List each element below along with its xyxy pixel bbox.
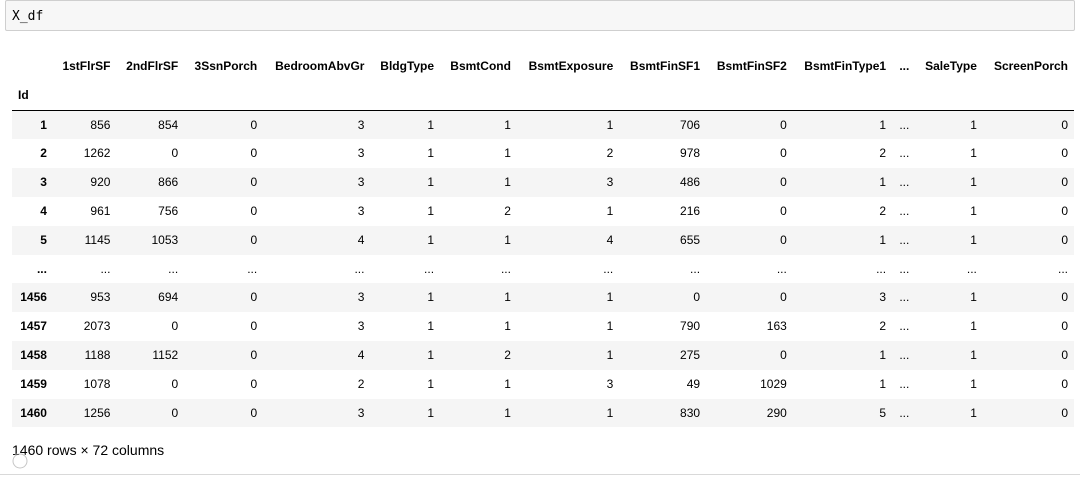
table-cell: 1029	[760, 376, 787, 391]
table-cell: 1	[970, 146, 977, 161]
table-cell: 3	[357, 175, 365, 190]
table-cell: 1	[427, 405, 435, 420]
table-cell: 0	[250, 405, 258, 420]
table-cell: 0	[171, 405, 179, 420]
table-cell: 1	[970, 405, 977, 420]
table-cell: 2	[504, 203, 511, 218]
table-cell: 0	[250, 232, 258, 247]
table-cell: 961	[90, 203, 111, 218]
table-cell: 1	[427, 319, 435, 334]
column-header: SaleType	[925, 59, 977, 73]
table-cell: 1	[606, 117, 614, 132]
table-cell: 1	[504, 117, 511, 132]
index-header-blank	[370, 81, 440, 110]
table-cell: 0	[250, 376, 258, 391]
table-cell: 1	[504, 405, 511, 420]
table-cell: 2	[606, 146, 614, 161]
row-index: 1456	[20, 290, 47, 305]
index-header-blank	[116, 81, 184, 110]
table-cell: 1	[606, 319, 614, 334]
table-cell: ...	[899, 146, 910, 161]
index-header-blank	[915, 81, 983, 110]
table-cell: 2	[357, 376, 365, 391]
table-cell: ...	[899, 261, 910, 276]
table-cell: 1	[504, 290, 511, 305]
table-cell: 3	[879, 290, 887, 305]
index-header-blank	[793, 81, 892, 110]
index-header-blank	[892, 81, 915, 110]
table-cell: 694	[158, 290, 179, 305]
table-cell: 0	[693, 290, 701, 305]
table-cell: 0	[250, 175, 258, 190]
index-header-blank	[517, 81, 619, 110]
table-cell: 1	[427, 117, 435, 132]
column-header: BedroomAbvGr	[275, 59, 365, 73]
index-header-blank	[619, 81, 706, 110]
row-index: 1457	[20, 319, 47, 334]
table-cell: 0	[250, 347, 258, 362]
table-cell: ...	[500, 261, 511, 276]
table-cell: 4	[606, 232, 614, 247]
table-cell: 1	[879, 175, 887, 190]
table-cell: 1	[879, 347, 887, 362]
index-header-blank	[440, 81, 517, 110]
table-cell: 830	[680, 405, 701, 420]
table-cell: 1	[970, 319, 977, 334]
column-header: 3SsnPorch	[194, 59, 258, 73]
column-header: BsmtCond	[450, 59, 511, 73]
index-header-blank	[263, 81, 370, 110]
table-cell: 0	[1061, 232, 1068, 247]
table-cell: 3	[357, 203, 365, 218]
column-header: BsmtFinType1	[804, 59, 887, 73]
row-index: 1458	[20, 347, 47, 362]
table-cell: ...	[690, 261, 701, 276]
table-cell: 4	[357, 232, 365, 247]
table-cell: 0	[171, 319, 179, 334]
column-header: ...	[899, 59, 910, 73]
table-cell: 1	[427, 232, 435, 247]
table-cell: 1	[970, 117, 977, 132]
table-cell: 953	[90, 290, 111, 305]
table-cell: ...	[247, 261, 258, 276]
table-cell: 3	[357, 117, 365, 132]
index-header-blank	[706, 81, 793, 110]
row-index: 5	[40, 232, 47, 247]
table-cell: 0	[1061, 117, 1068, 132]
table-cell: ...	[168, 261, 179, 276]
table-row	[12, 399, 1074, 428]
table-row	[12, 139, 1074, 168]
row-index: 4	[40, 203, 47, 218]
table-cell: 275	[680, 347, 701, 362]
table-cell: ...	[899, 290, 910, 305]
row-index: 1459	[20, 376, 47, 391]
table-cell: ...	[776, 261, 787, 276]
table-cell: ...	[354, 261, 365, 276]
table-cell: 0	[1061, 146, 1068, 161]
column-header: BsmtFinSF1	[630, 59, 701, 73]
table-cell: ...	[899, 203, 910, 218]
code-text: X_df	[12, 9, 44, 24]
row-index: 1460	[20, 405, 47, 420]
table-row	[12, 283, 1074, 312]
table-cell: 0	[780, 146, 787, 161]
column-header: BsmtFinSF2	[716, 59, 787, 73]
table-cell: 0	[1061, 376, 1068, 391]
table-cell: 0	[250, 146, 258, 161]
column-header: ScreenPorch	[993, 59, 1068, 73]
dataframe-table	[12, 52, 1074, 427]
table-cell: 1	[504, 232, 511, 247]
table-cell: 866	[158, 175, 179, 190]
table-cell: ...	[899, 319, 910, 334]
table-cell: 1	[606, 290, 614, 305]
table-row	[12, 197, 1074, 226]
table-cell: 0	[780, 347, 787, 362]
table-cell: 1	[504, 175, 511, 190]
table-cell: 0	[780, 290, 787, 305]
row-index: 1	[40, 117, 47, 132]
table-cell: 1152	[152, 347, 179, 362]
shape-summary: 1460 rows × 72 columns	[12, 442, 165, 458]
table-row	[12, 370, 1074, 399]
table-cell: 1	[606, 405, 614, 420]
column-header: 1stFlrSF	[62, 59, 111, 73]
table-cell: ...	[899, 405, 910, 420]
table-cell: 3	[606, 376, 614, 391]
table-cell: 0	[780, 232, 787, 247]
table-cell: 0	[1061, 175, 1068, 190]
table-cell: 1256	[83, 405, 111, 420]
table-cell: 1	[427, 146, 435, 161]
row-index: ...	[36, 261, 47, 276]
corner-cell	[12, 52, 53, 81]
table-cell: 1	[504, 376, 511, 391]
table-cell: 2073	[83, 319, 111, 334]
table-cell: 920	[90, 175, 111, 190]
dataframe-output	[12, 52, 1074, 427]
cell-divider	[0, 474, 1080, 475]
table-row	[12, 168, 1074, 197]
table-row	[12, 341, 1074, 370]
table-cell: 1	[970, 376, 977, 391]
table-cell: ...	[1057, 261, 1068, 276]
table-row	[12, 255, 1074, 284]
table-cell: 3	[357, 290, 365, 305]
table-cell: 1	[606, 203, 614, 218]
table-cell: 1	[879, 117, 887, 132]
table-cell: 2	[879, 319, 887, 334]
table-cell: 655	[680, 232, 701, 247]
table-cell: 0	[171, 146, 179, 161]
table-cell: 0	[250, 117, 258, 132]
table-cell: 486	[680, 175, 701, 190]
table-cell: 1	[970, 175, 977, 190]
table-cell: 1	[427, 347, 435, 362]
table-cell: 163	[766, 319, 787, 334]
table-cell: ...	[899, 376, 910, 391]
table-cell: 0	[1061, 347, 1068, 362]
table-cell: 1	[427, 376, 435, 391]
table-row	[12, 226, 1074, 255]
table-cell: 4	[357, 347, 365, 362]
table-cell: 706	[680, 117, 701, 132]
table-body	[12, 110, 1074, 427]
table-cell: 1	[970, 232, 977, 247]
table-cell: 2	[879, 146, 887, 161]
table-cell: 856	[90, 117, 111, 132]
index-name: Id	[18, 87, 29, 102]
column-header-row	[12, 52, 1074, 81]
table-cell: 1	[504, 319, 511, 334]
table-cell: 216	[680, 203, 701, 218]
column-header: BldgType	[380, 59, 435, 73]
table-cell: 1188	[84, 347, 111, 362]
table-cell: 1	[427, 175, 435, 190]
table-cell: 3	[357, 319, 365, 334]
column-header: 2ndFlrSF	[126, 59, 179, 73]
table-cell: 0	[250, 319, 258, 334]
table-cell: 1145	[84, 232, 111, 247]
table-cell: ...	[100, 261, 111, 276]
table-cell: 1078	[83, 376, 111, 391]
table-cell: 0	[250, 290, 258, 305]
table-cell: 1053	[151, 232, 179, 247]
table-cell: ...	[899, 117, 910, 132]
table-cell: 3	[357, 146, 365, 161]
table-cell: ...	[899, 347, 910, 362]
index-header-row	[12, 81, 1074, 110]
table-cell: 2	[504, 347, 511, 362]
table-cell: ...	[966, 261, 977, 276]
table-cell: 0	[780, 175, 787, 190]
table-cell: ...	[603, 261, 614, 276]
table-cell: 854	[158, 117, 179, 132]
table-cell: 1262	[83, 146, 111, 161]
table-cell: 0	[780, 203, 787, 218]
watermark-logo-icon	[10, 448, 140, 474]
row-index: 3	[40, 175, 47, 190]
table-cell: 756	[158, 203, 179, 218]
table-cell: 1	[504, 146, 511, 161]
table-cell: 0	[1061, 290, 1068, 305]
index-header-blank	[53, 81, 117, 110]
table-cell: 978	[680, 146, 701, 161]
row-index: 2	[40, 146, 47, 161]
table-row	[12, 312, 1074, 341]
code-cell-input[interactable]	[5, 0, 1075, 31]
table-cell: 1	[606, 347, 614, 362]
table-cell: ...	[876, 261, 887, 276]
table-cell: 1	[427, 290, 435, 305]
table-cell: ...	[424, 261, 435, 276]
table-cell: 0	[1061, 203, 1068, 218]
table-cell: 290	[766, 405, 787, 420]
column-header: BsmtExposure	[528, 59, 614, 73]
table-cell: 5	[879, 405, 887, 420]
index-header-blank	[983, 81, 1074, 110]
table-cell: 3	[357, 405, 365, 420]
table-cell: 0	[1061, 319, 1068, 334]
table-cell: ...	[899, 232, 910, 247]
table-cell: 0	[780, 117, 787, 132]
table-cell: 1	[427, 203, 435, 218]
table-cell: 1	[879, 232, 887, 247]
table-cell: 1	[970, 290, 977, 305]
table-cell: 1	[970, 347, 977, 362]
table-cell: 1	[879, 376, 887, 391]
table-cell: 49	[686, 376, 701, 391]
table-row	[12, 110, 1074, 139]
table-cell: 2	[879, 203, 887, 218]
table-cell: 1	[970, 203, 977, 218]
table-cell: 0	[171, 376, 179, 391]
table-cell: 0	[250, 203, 258, 218]
table-cell: 3	[606, 175, 614, 190]
table-cell: 790	[680, 319, 701, 334]
table-cell: ...	[899, 175, 910, 190]
index-header-blank	[184, 81, 263, 110]
table-cell: 0	[1061, 405, 1068, 420]
